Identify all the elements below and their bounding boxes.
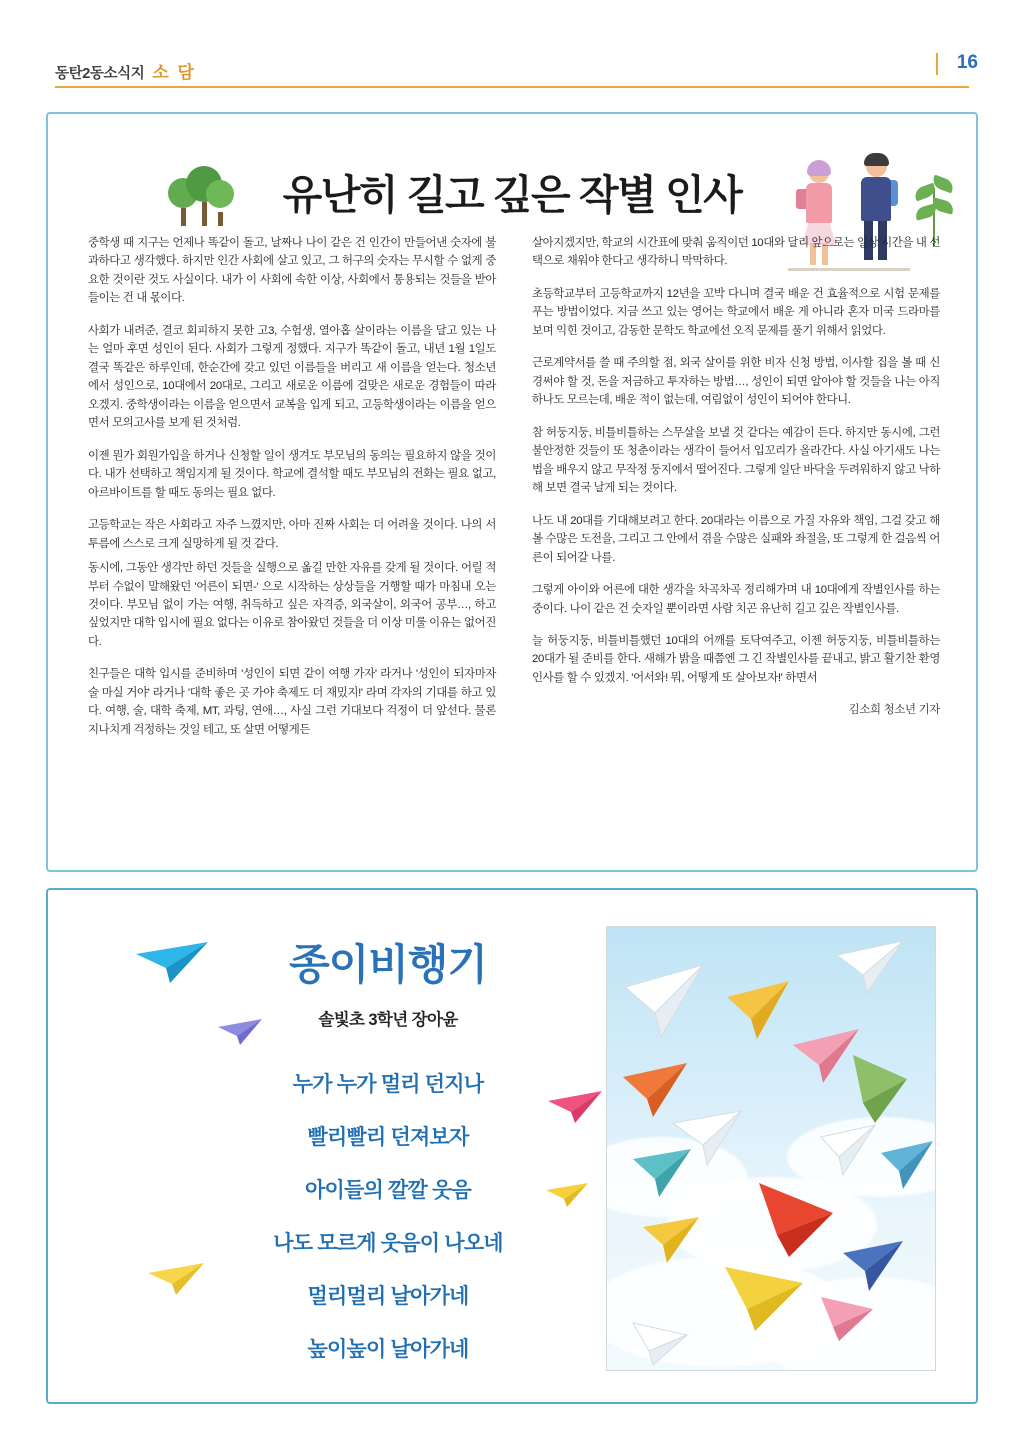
page-number: 16 [956,52,978,73]
article-byline: 김소희 청소년 기자 [848,704,940,717]
publication-title: 동탄2동소식지 [55,66,145,82]
publication-brand: 소 담 [152,63,196,82]
masthead [55,58,196,83]
paragraph: 동시에, 그동안 생각만 하던 것들을 실행으로 옮길 만한 자유를 갖게 될 것이다. 어릴 적부터 수없이 말해왔던 '어른이 되면-' 으로 시작하는 상상들을 거행할 때가 마침내 오는 것이다. 부모님 없이 가는 여행, 취득하고 싶은 자격증, 외국살이, 외국어 공부…, 하고 싶었지만 대학 입시에 필요 없다는 이유로 참아왔던 것들을 더 이상 미룰 이유는 없어진다. [88,562,496,648]
poem-panel [46,888,978,1404]
article-column-right [532,234,940,753]
header-rule [55,86,969,88]
page-number-divider [936,53,938,75]
paragraph: 나도 내 20대를 기대해보려고 한다. 20대라는 이름으로 가질 자유와 책임, 그걸 갖고 해 볼 수많은 도전을, 그리고 그 안에서 겪을 수많은 실패와 좌절을, 또 그렇게 한 걸음씩 어른이 되어갈 나를. [532,514,940,564]
paragraph: 참 허둥지둥, 비틀비틀하는 스무살을 보낼 것 같다는 예감이 든다. 하지만 동시에, 그런 불안정한 것들이 또 청춘이라는 생각이 들어서 입꼬리가 올라간다. 사실 아기새도 나는 법을 배우지 않고 무작정 둥지에서 떨어진다. 그렇게 일단 바닥을 두려워하지 않고 낙하해 보면 결국 날게 되는 것이다. [532,426,940,495]
article-header [48,136,976,246]
poem-body [168,1068,608,1386]
paragraph: 고등학교는 작은 사회라고 자주 느꼈지만, 아마 진짜 사회는 더 어려울 것이다. 나의 서투름에 스스로 크게 실망하게 될 것 같다. [88,519,496,550]
poem-line: 빨리빨리 던져보자 [307,1126,469,1149]
poem-author: 솔빛초 3학년 장아윤 [318,1011,458,1029]
paragraph: 사회가 내려준, 결코 회피하지 못한 고3, 수험생, 열아홉 살이라는 이름을 달고 있는 나는 얼마 후면 성인이 된다. 사회가 그렇게 정했다. 지구가 똑같이 돌고, 내년 1월 1일도 결국 똑같은 하루인데, 한순간에 갖고 있던 이름들을 버리고 새 이름을 얻는다. 청소년에서 성인으로, 10대에서 20대로, 그리고 새로운 이름에 걸맞은 새로운 경험들이 따라오겠지. 중학생이라는 이름을 얻으면서 교복을 입게 되고, 고등학생이라는 이름을 얻으면서 모의고사를 보게 된 것처럼. [88,324,496,430]
article-title: 유난히 길고 깊은 작별 인사 [282,172,742,218]
poem-line: 멀리멀리 날아가네 [307,1285,469,1308]
poem-line: 누가 누가 멀리 던지나 [292,1073,484,1096]
poem-line: 아이들의 깔깔 웃음 [305,1179,471,1202]
article-column-left [88,234,496,753]
paragraph: 살아지겠지만, 학교의 시간표에 맞춰 움직이던 10대와 달리 앞으로는 일상 시간을 내 선택으로 채워야 한다고 생각하니 막막하다. [532,237,940,268]
paragraph: 근로계약서를 쓸 때 주의할 점, 외국 살이를 위한 비자 신청 방법, 이사할 집을 볼 때 신경써야 할 것, 돈을 저금하고 투자하는 방법…, 성인이 되면 알아야 할 것들을 나는 아직 하나도 모르는데, 배운 적이 없는데, 여림없이 성인이 되어야 한다니. [532,357,940,407]
poem-title: 종이비행기 [289,941,487,988]
poem-photo [606,926,936,1371]
paragraph: 중학생 때 지구는 언제나 똑같이 돌고, 날짜나 나이 같은 건 인간이 만들어낸 숫자에 불과하다고 생각했다. 하지만 인간 사회에 살고 있고, 그 허구의 숫자는 무시할 수 없게 중요한 것이란 것도 사실이다. 내가 이 사회에 속한 이상, 사회에서 통용되는 것들을 받아들이는 건 내 몫이다. [88,237,496,305]
paragraph: 이젠 뭔가 회원가입을 하거나 신청할 일이 생겨도 부모님의 동의는 필요하지 않을 것이다. 내가 선택하고 책임지게 될 것이다. 학교에 결석할 때도 부모님의 전화는 필요 없고, 아르바이트를 할 때도 동의는 필요 없다. [88,449,496,499]
article-panel [46,112,978,872]
poem-line: 높이높이 날아가네 [307,1338,469,1361]
paper-planes-photo-illustration [607,927,936,1371]
poem-line: 나도 모르게 웃음이 나오네 [273,1232,503,1255]
photo-credit [927,1360,929,1366]
page-header [0,0,1024,92]
article-body [88,234,940,753]
paragraph: 늘 허둥지둥, 비틀비틀했던 10대의 어깨를 토닥여주고, 이젠 허둥지둥, 비틀비틀하는 20대가 될 준비를 한다. 새해가 밝을 때쯤엔 그 긴 작별인사를 끝내고, 밝고 활기찬 환영인사를 할 수 있겠지. '어서와! 뭐, 어떻게 또 살아보자!' 하면서 [532,634,940,684]
paragraph: 그렇게 아이와 어른에 대한 생각을 차곡차곡 정리해가며 내 10대에게 작별인사를 하는 중이다. 나이 같은 건 숫자일 뿐이라면 사람 치곤 유난히 길고 깊은 작별인사를. [532,584,940,615]
paragraph: 친구들은 대학 입시를 준비하며 '성인이 되면 같이 여행 가자' 라거나 '성인이 되자마자 술 마실 거야' 라거나 '대학 좋은 곳 가야 축제도 더 재밌지!' 라며 각자의 기대를 하고 있다. 여행, 술, 대학 축제, MT, 과팅, 연애…, 사실 그런 기대보다 걱정이 더 앞선다. 물론 지나치게 걱정하는 것일 테고, 또 살면 어떻게든 [88,668,496,736]
paragraph: 초등학교부터 고등학교까지 12년을 꼬박 다니며 결국 배운 건 효율적으로 시험 문제를 푸는 방법이었다. 지금 쓰고 있는 영어는 학교에서 배운 게 아니라 혼자 미국 드라마를 보며 익힌 것이고, 감동한 문학도 학교에선 오직 문제를 풀기 위해서 읽었다. [532,287,940,337]
